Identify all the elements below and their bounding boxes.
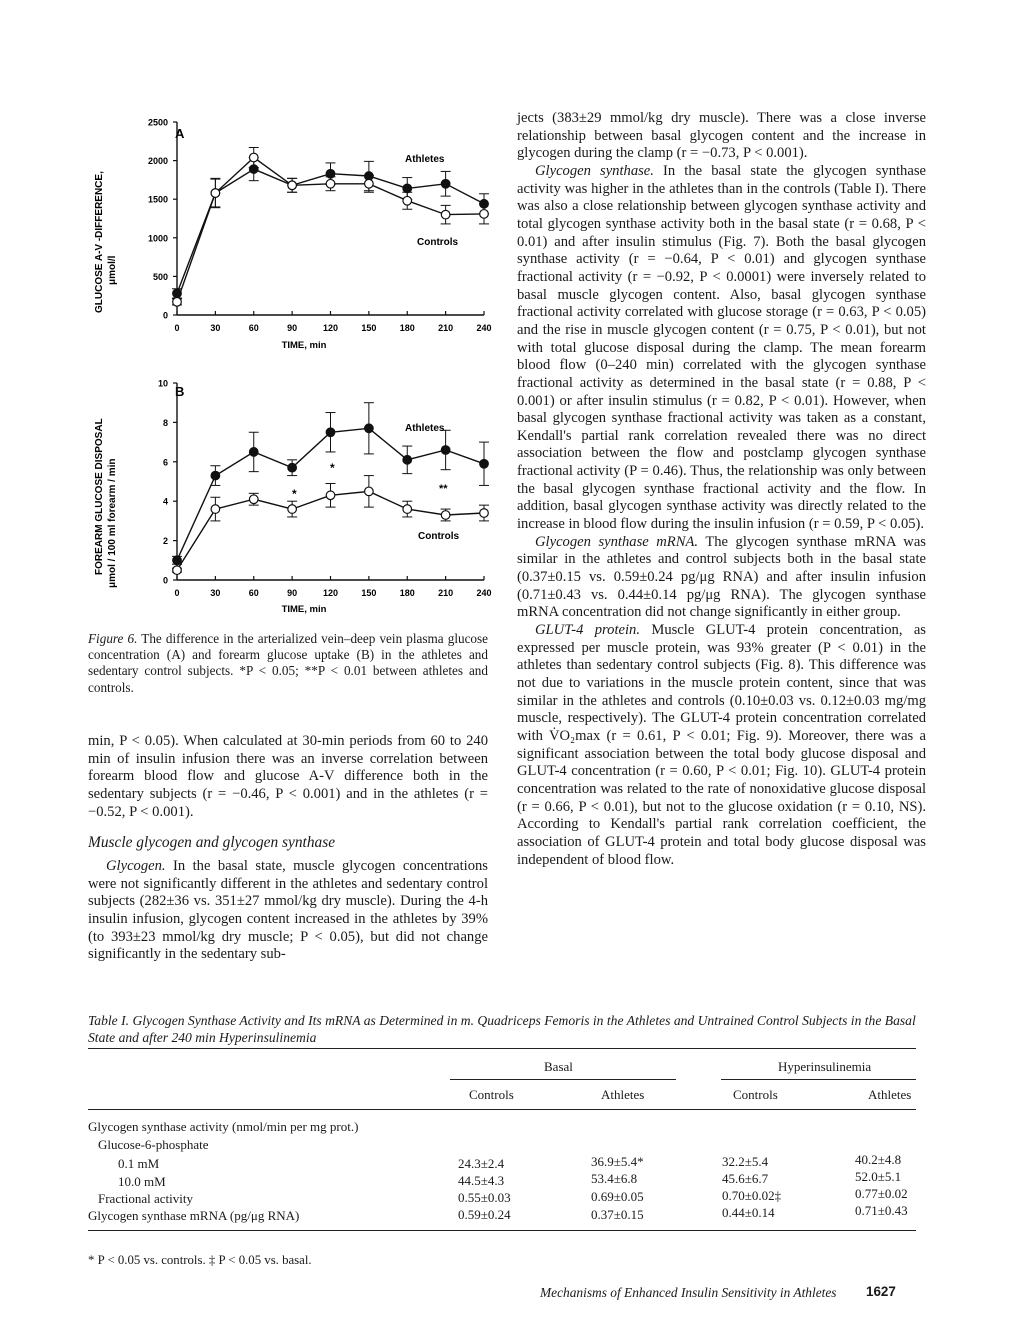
panel-b-controls-point (326, 491, 335, 500)
table-cell: 52.0±5.1 (855, 1169, 902, 1184)
panel-b-controls-point (403, 505, 412, 514)
table-group-basal: Basal (544, 1059, 573, 1074)
panel-b-athletes-point (173, 556, 182, 565)
panel-a-controls-point (480, 210, 489, 219)
panel-a-y-tick-label: 2500 (147, 117, 168, 128)
table-cell: 24.3±2.4 (458, 1156, 505, 1171)
panel-a-x-tick-label: 30 (210, 323, 221, 333)
panel-b-controls-point (211, 505, 220, 514)
table-cell: 0.69±0.05 (591, 1189, 644, 1204)
panel-a-controls-point (403, 196, 412, 205)
table-row-label: 10.0 mM (118, 1174, 166, 1189)
panel-b-controls-point (480, 509, 489, 518)
panel-a-controls-point (173, 298, 182, 307)
panel-b-athletes-point (441, 446, 450, 455)
figure-6 (60, 100, 510, 630)
table-col-controls-hyper: Controls (733, 1087, 778, 1102)
panel-b-x-tick-label: 60 (248, 588, 259, 598)
sig-marker-60min: * (292, 487, 297, 501)
panel-a-y-tick-label: 0 (162, 310, 168, 321)
table-row-label: Glucose-6-phosphate (98, 1137, 209, 1152)
right-para-2 (517, 163, 926, 534)
panel-a-controls-point (441, 210, 450, 219)
table-cell: 0.37±0.15 (591, 1207, 644, 1222)
panel-a-x-tick-label: 60 (248, 323, 259, 333)
table-cell: 40.2±4.8 (855, 1152, 902, 1167)
panel-b-athletes-point (249, 448, 258, 457)
panel-b-controls-point (288, 505, 297, 514)
table-cell: 0.77±0.02 (855, 1186, 908, 1201)
panel-a-controls-point (211, 189, 220, 198)
left-para-2-text: In the basal state, muscle glycogen concentrations were not significantly different in the athletes and sedentary control subjects (282±36 vs. 351±27 mmol/kg dry muscle). During the 4-h insulin infusion, glycogen content increased in the athletes by 39% (to 393±23 mmol/kg dry muscle; P < 0.05), but did not change significantly in the sedentary sub- (88, 857, 488, 963)
table-cell: 44.5±4.3 (458, 1173, 505, 1188)
table-header-rule (88, 1109, 916, 1110)
table-cell: 45.6±6.7 (722, 1171, 769, 1186)
panel-b-y-axis-unit: μmol / 100 ml forearm / min (107, 458, 118, 588)
right-para-4 (517, 622, 926, 869)
table-basal-rule (450, 1079, 676, 1080)
panel-b-athletes-point (326, 428, 335, 437)
table-row-label: Glycogen synthase activity (nmol/min per mg prot.) (88, 1119, 359, 1134)
panel-b-athletes-point (365, 424, 374, 433)
table-row-label: Glycogen synthase mRNA (pg/μg RNA) (88, 1208, 300, 1223)
table-bottom-rule (88, 1230, 916, 1231)
panel-a-y-tick-label: 500 (152, 271, 168, 282)
panel-b-controls-point (441, 511, 450, 520)
left-para-2-lead: Glycogen. (106, 857, 166, 874)
table-col-athletes-basal: Athletes (601, 1087, 645, 1102)
table-cell: 0.55±0.03 (458, 1190, 511, 1205)
panel-a-x-tick-label: 0 (174, 323, 180, 333)
panel-b-controls-label: Controls (418, 531, 460, 542)
panel-b (94, 379, 492, 616)
table-cell: 0.44±0.14 (722, 1205, 775, 1220)
table-row-label: Fractional activity (98, 1191, 193, 1206)
panel-b-x-tick-label: 90 (287, 588, 298, 598)
table-hyper-rule (721, 1079, 916, 1080)
right-para-2-lead: Glycogen synthase. (535, 162, 654, 179)
panel-a-athletes-point (403, 184, 412, 193)
section-heading: Muscle glycogen and glycogen synthase (88, 834, 336, 852)
panel-a-y-tick-label: 1500 (147, 194, 168, 205)
panel-a-y-axis-unit: μmol/l (107, 255, 118, 285)
right-para-4-lead: GLUT-4 protein. (535, 622, 640, 639)
right-para-1: jects (383±29 mmol/kg dry muscle). There was a close inverse relationship between basal glycogen content and the increase in glycogen during the clamp (r = −0.73, P < 0.001). (517, 110, 926, 162)
left-para-2 (88, 858, 488, 964)
panel-a-y-tick-label: 2000 (147, 156, 168, 167)
table-cell: 53.4±6.8 (591, 1171, 638, 1186)
panel-b-athletes-point (403, 456, 412, 465)
panel-b-athletes-label: Athletes (405, 423, 445, 434)
right-column (517, 110, 926, 869)
panel-a-controls-point (249, 153, 258, 162)
table-footnote: * P < 0.05 vs. controls. ‡ P < 0.05 vs. basal. (88, 1253, 312, 1267)
panel-b-controls-point (173, 566, 182, 575)
sig-marker-210min: ** (439, 483, 448, 495)
panel-b-controls-point (249, 495, 258, 504)
panel-b-y-tick-label: 8 (162, 417, 168, 428)
table-cell: 0.59±0.24 (458, 1207, 511, 1222)
panel-a-x-tick-label: 210 (438, 323, 454, 333)
table-title: Table I. Glycogen Synthase Activity and Its mRNA as Determined in m. Quadriceps Femoris in the Athletes and Untrained Control Subjects in the Basal State and after 240 min Hyperinsulinemia (88, 1013, 916, 1045)
panel-b-x-axis-title: TIME, min (281, 604, 327, 615)
panel-b-label: B (175, 384, 185, 399)
table-top-rule (88, 1048, 916, 1049)
table-cell: 0.71±0.43 (855, 1203, 908, 1218)
figure-caption (88, 631, 488, 696)
panel-a-controls-point (365, 179, 374, 188)
panel-a-x-axis-title: TIME, min (281, 340, 327, 351)
panel-b-y-tick-label: 2 (162, 536, 168, 547)
panel-b-x-tick-label: 0 (174, 588, 180, 598)
left-column (88, 733, 488, 964)
table-row-label: 0.1 mM (118, 1156, 160, 1171)
panel-b-x-tick-label: 120 (322, 588, 339, 598)
panel-a (94, 118, 492, 352)
page-number: 1627 (866, 1284, 896, 1299)
panel-b-y-tick-label: 10 (157, 378, 168, 389)
sig-marker-90min: * (330, 461, 335, 475)
panel-a-y-axis-title: GLUCOSE A-V -DIFFERENCE, (94, 171, 105, 313)
table-cell: 36.9±5.4* (591, 1154, 644, 1169)
table-col-athletes-hyper: Athletes (868, 1087, 912, 1102)
panel-a-x-tick-label: 90 (287, 323, 298, 333)
table-cell: 32.2±5.4 (722, 1154, 769, 1169)
panel-a-x-tick-label: 150 (361, 323, 377, 333)
right-para-3-text: The glycogen synthase mRNA was similar in the athletes and control subjects both in the basal state (0.37±0.15 vs. 0.59±0.24 pg/μg RNA) and after insulin infusion (0.71±0.43 vs. 0.44±0.14 pg/μg RNA). The glycogen synthase mRNA concentration did not change significantly in either group. (517, 533, 926, 621)
right-para-3-lead: Glycogen synthase mRNA. (535, 533, 699, 550)
panel-a-x-tick-label: 180 (399, 323, 415, 333)
panel-b-y-axis-title: FOREARM GLUCOSE DISPOSAL (94, 418, 105, 575)
figure-caption-text: The difference in the arterialized vein–deep vein plasma glucose concentration (A) and forearm glucose uptake (B) in the athletes and sedentary control subjects. *P < 0.05; **P < 0.01 between athletes and controls. (88, 631, 489, 695)
right-para-2-text: In the basal state the glycogen synthase activity was higher in the athletes than in the controls (Table I). There was also a close relationship between glycogen synthase activity and total glycogen synthase activity both in the basal state (r = 0.68, P < 0.01) and after insulin stimulus (Fig. 7). Both the basal glycogen synthase activity (r = −0.64, P < 0.01) and glycogen synthase fractional activity (r = −0.92, P < 0.0001) were inversely related to basal muscle glycogen content. Also, basal glycogen synthase fractional activity correlated with glucose storage (r = 0.63, P < 0.05) and the rise in muscle glycogen content (r = 0.75, P < 0.01), but not with total glucose disposal during the clamp. The mean forearm blood flow (0–240 min) correlated with the glycogen synthase fractional activity as determined in the basal state (r = 0.88, P < 0.001) or after insulin stimulus (r = 0.82, P < 0.01). However, when basal glycogen synthase fractional activity was taken as a constant, Kendall's partial rank correlation revealed there was no direct association between the flow and postclamp glycogen synthase fractional activity (P = 0.46). Thus, the relationship was only between the basal glycogen synthase fractional activity and the flow. In addition, basal glycogen synthase activity was directly related to the increase in blood flow during the insulin infusion (r = 0.59, P < 0.05). (517, 162, 926, 533)
panel-a-y-tick-label: 1000 (147, 233, 168, 244)
panel-b-athletes-point (480, 459, 489, 468)
table-col-controls-basal: Controls (469, 1087, 514, 1102)
panel-b-controls-point (365, 487, 374, 496)
panel-a-x-tick-label: 240 (476, 323, 492, 333)
panel-b-x-tick-label: 150 (361, 588, 377, 598)
panel-a-x-tick-label: 120 (322, 323, 339, 333)
left-para-1: min, P < 0.05). When calculated at 30-min periods from 60 to 240 min of insulin infusion there was an inverse correlation between forearm blood flow and glucose A-V difference both in the sedentary subjects (r = −0.46, P < 0.001) and in the athletes (r = −0.52, P < 0.001). (88, 733, 488, 820)
panel-b-y-tick-label: 0 (162, 575, 168, 586)
running-head: Mechanisms of Enhanced Insulin Sensitivity in Athletes (540, 1285, 837, 1300)
panel-b-x-tick-label: 210 (438, 588, 454, 598)
panel-b-athletes-point (288, 463, 297, 472)
panel-b-y-tick-label: 6 (162, 457, 168, 468)
panel-a-athletes-point (441, 179, 450, 188)
figure-caption-label: Figure 6. (88, 631, 138, 646)
panel-b-y-tick-label: 4 (162, 496, 168, 507)
panel-a-label: A (175, 126, 185, 141)
panel-b-athletes-point (211, 471, 220, 480)
panel-b-x-tick-label: 180 (399, 588, 415, 598)
table-cell: 0.70±0.02‡ (722, 1188, 782, 1203)
table-group-hyperinsulinemia: Hyperinsulinemia (778, 1059, 872, 1074)
panel-a-controls-label: Controls (417, 237, 459, 248)
right-para-4-text: Muscle GLUT-4 protein concentration, as expressed per muscle protein, was 93% greater (P < 0.01) in the athletes than sedentary control subjects (Fig. 8). This difference was not due to variations in the muscle protein content, since that was similar in the athletes and controls (0.10±0.03 vs. 0.12±0.03 mg/mg muscle, respectively). The GLUT-4 protein concentration correlated with V̇O₂max (r = 0.61, P < 0.01; Fig. 9). Moreover, there was a significant association between the total body glucose disposal and GLUT-4 concentration (r = 0.60, P < 0.01; Fig. 10). GLUT-4 protein concentration was related to the rate of nonoxidative glucose disposal (r = 0.66, P < 0.01), but not to the glucose oxidation (r = 0.10, NS). According to Kendall's partial rank correlation coefficient, the association of GLUT-4 protein and total body glucose disposal was independent of blood flow. (517, 622, 926, 868)
panel-b-x-tick-label: 240 (476, 588, 492, 598)
panel-a-controls-point (288, 181, 297, 190)
panel-a-athletes-label: Athletes (405, 154, 445, 165)
right-para-3 (517, 534, 926, 622)
panel-b-x-tick-label: 30 (210, 588, 221, 598)
panel-a-controls-point (326, 179, 335, 188)
